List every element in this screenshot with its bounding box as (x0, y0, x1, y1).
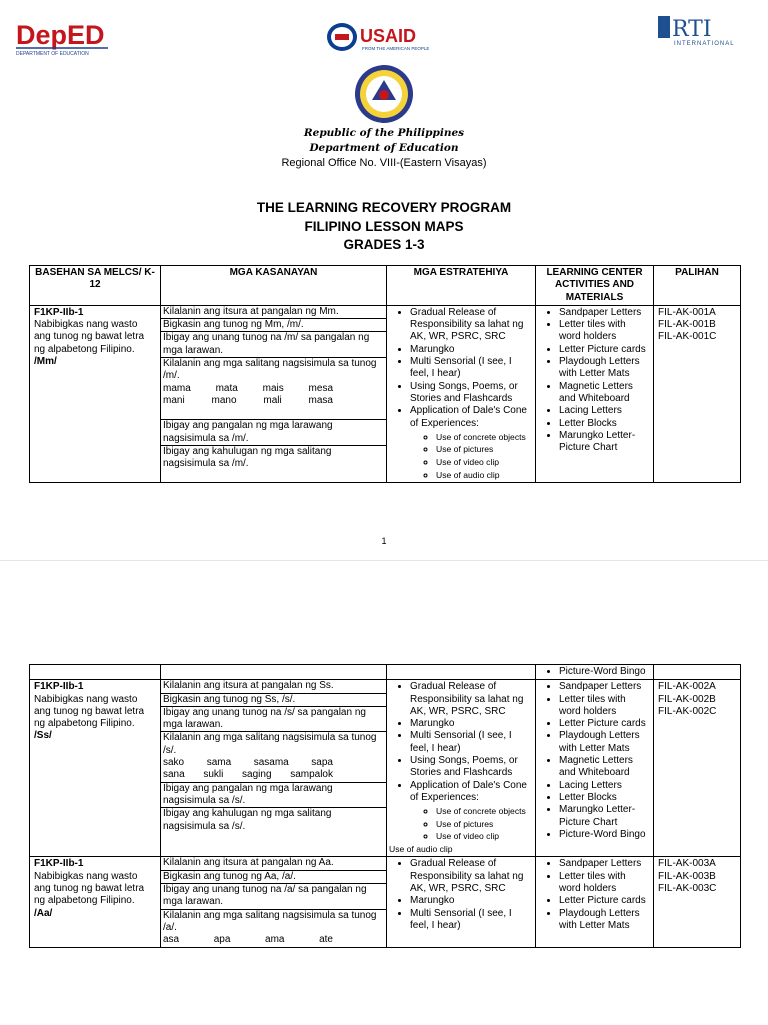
melc-description: Nabibigkas nang wasto ang tunog ng bawat letra ng alpabetong Filipino. (34, 693, 145, 730)
word: ate (319, 934, 333, 946)
skills-cell (161, 665, 387, 680)
strategy-item: • Marungko (410, 718, 531, 730)
material-item: • Sandpaper Letters (559, 681, 649, 693)
strategy-item: • Using Songs, Poems, or Stories and Flashcards (410, 755, 531, 780)
material-item: • Sandpaper Letters (559, 307, 649, 319)
palihan-code: FIL-AK-003A (658, 858, 716, 870)
palihan-code: FIL-AK-002A (658, 681, 716, 693)
table-row (30, 680, 741, 857)
skill-item (161, 910, 386, 947)
melc-code: F1KP-IIb-1 (34, 858, 84, 870)
deped-logo-subtext: DEPARTMENT OF EDUCATION (16, 51, 89, 57)
word: asa (163, 934, 180, 946)
word: sampalok (290, 769, 333, 781)
experience-list (410, 805, 531, 843)
word: apa (213, 934, 231, 946)
column-header-kasanayan: MGA KASANAYAN (161, 266, 387, 306)
melc-cell (30, 680, 161, 857)
skill-item: Ibigay ang unang tunog na /m/ sa pangalan ng mga larawan. (161, 332, 386, 358)
strategy-item (410, 780, 531, 843)
palihan-code: FIL-AK-002B (658, 693, 716, 705)
word-list (163, 395, 333, 407)
material-item: • Picture-Word Bingo (559, 829, 649, 841)
palihan-code: FIL-AK-003C (658, 882, 717, 894)
material-item: • Playdough Letters with Letter Mats (559, 356, 649, 381)
skill-item: Ibigay ang pangalan ng mga larawang nagsisimula sa /s/. (161, 783, 386, 809)
deped-logo (14, 14, 110, 58)
strategy-list (391, 858, 531, 932)
skill-item: Ibigay ang kahulugan ng mga salitang nagsisimula sa /s/. (163, 808, 332, 832)
materials-cell (536, 305, 654, 482)
usaid-logo (326, 20, 446, 54)
experience-item: ◦ Use of video clip (436, 456, 531, 469)
materials-list (540, 666, 649, 678)
strategy-item-text: Application of Dale's Cone of Experiences: (410, 779, 527, 803)
material-item: • Letter Picture cards (559, 895, 649, 907)
strategy-item-text: Application of Dale's Cone of Experiences: (410, 405, 527, 429)
experience-item: ◦ Use of pictures (436, 443, 531, 456)
skill-item: Bigkasin ang tunog ng Mm, /m/. (161, 319, 386, 332)
strategies-cell (387, 857, 536, 948)
rti-logo-subtext: INTERNATIONAL (674, 41, 735, 47)
word: masa (308, 394, 333, 406)
word: saging (242, 769, 272, 781)
melc-letter: /Mm/ (34, 356, 57, 368)
table-row (30, 857, 741, 948)
word: mais (262, 382, 284, 394)
material-item: • Letter tiles with word holders (559, 319, 649, 344)
experience-list (410, 431, 531, 481)
materials-list (540, 858, 649, 932)
melc-description: Nabibigkas nang wasto ang tunog ng bawat letra ng alpabetong Filipino. (34, 870, 145, 907)
skill-item: Ibigay ang kahulugan ng mga salitang nagsisimula sa /m/. (163, 445, 332, 470)
materials-cell (536, 680, 654, 857)
material-item: • Playdough Letters with Letter Mats (559, 908, 649, 933)
skill-item-text: Kilalanin ang mga salitang nagsisimula sa tunog /a/. (163, 909, 377, 933)
word: sasama (253, 757, 289, 769)
word: ama (265, 934, 285, 946)
skill-item: Ibigay ang unang tunog na /a/ sa pangalan ng mga larawan. (161, 884, 386, 910)
skill-item: Kilalanin ang itsura at pangalan ng Aa. (161, 857, 386, 870)
skill-item-text: Kilalanin ang mga salitang nagsisimula sa tunog /m/. (163, 358, 377, 382)
word-list (163, 769, 333, 781)
palihan-cell (654, 305, 741, 482)
strategy-item: • Marungko (410, 895, 531, 907)
strategy-list (391, 681, 531, 843)
word: sana (163, 769, 185, 781)
strategy-item (410, 405, 531, 481)
experience-item: ◦ Use of concrete objects (436, 431, 531, 444)
usaid-logo-text: USAID (360, 26, 417, 46)
strategy-item: • Multi Sensorial (I see, I feel, I hear) (410, 908, 531, 933)
material-item: • Letter Picture cards (559, 344, 649, 356)
strategy-item: • Using Songs, Poems, or Stories and Flashcards (410, 381, 531, 406)
word: mali (263, 394, 282, 406)
skill-item: Ibigay ang pangalan ng mga larawang nagsisimula sa /m/. (161, 420, 386, 446)
palihan-code: FIL-AK-003B (658, 870, 716, 882)
palihan-cell (654, 680, 741, 857)
material-item: • Marungko Letter-Picture Chart (559, 804, 649, 829)
word-list (163, 383, 333, 395)
document-grades: GRADES 1-3 (343, 237, 425, 252)
word: sama (206, 757, 232, 769)
strategy-item: • Gradual Release of Responsibility sa lahat ng AK, WR, PSRC, SRC (410, 307, 531, 344)
material-item: • Magnetic Letters and Whiteboard (559, 381, 649, 406)
word: sapa (311, 757, 333, 769)
skill-item (161, 732, 386, 782)
material-item: • Sandpaper Letters (559, 858, 649, 870)
palihan-cell (654, 857, 741, 948)
deped-seal-icon (354, 64, 414, 124)
palihan-code: FIL-AK-001C (658, 331, 717, 343)
materials-cell (536, 665, 654, 680)
skills-cell (161, 680, 387, 857)
word: sukli (203, 769, 224, 781)
rti-logo-text: RTI (672, 17, 712, 42)
word: mama (163, 382, 191, 394)
material-item: • Letter Blocks (559, 792, 649, 804)
skill-item: Bigkasin ang tunog ng Aa, /a/. (161, 871, 386, 884)
document-title: THE LEARNING RECOVERY PROGRAM (256, 200, 512, 215)
melc-cell (30, 857, 161, 948)
document-subtitle: FILIPINO LESSON MAPS (304, 219, 464, 234)
materials-cell (536, 857, 654, 948)
palihan-code: FIL-AK-001A (658, 306, 716, 318)
material-item: • Picture-Word Bingo (559, 666, 649, 678)
material-item: • Letter tiles with word holders (559, 694, 649, 719)
word-list (163, 934, 333, 946)
experience-item: ◦ Use of concrete objects (436, 805, 531, 818)
column-header-estratehiya: MGA ESTRATEHIYA (387, 266, 536, 306)
material-item: • Lacing Letters (559, 405, 649, 417)
word: mano (211, 394, 237, 406)
skill-item: Bigkasin ang tunog ng Ss, /s/. (161, 694, 386, 707)
strategies-cell (387, 305, 536, 482)
word: sako (163, 757, 185, 769)
skills-cell (161, 305, 387, 482)
lesson-map-table-continued (29, 664, 741, 948)
melc-letter: /Ss/ (34, 730, 52, 742)
header-republic: Republic of the Philippines (303, 127, 465, 139)
palihan-cell (654, 665, 741, 680)
experience-item: ◦ Use of audio clip (436, 469, 531, 482)
usaid-logo-subtext: FROM THE AMERICAN PEOPLE (362, 46, 430, 51)
strategy-item: • Gradual Release of Responsibility sa lahat ng AK, WR, PSRC, SRC (410, 858, 531, 895)
melc-description: Nabibigkas nang wasto ang tunog ng bawat letra ng alpabetong Filipino. (34, 319, 145, 355)
material-item: • Magnetic Letters and Whiteboard (559, 755, 649, 780)
column-header-basehan: BASEHAN SA MELCS/ K-12 (30, 266, 161, 306)
experience-item: Use of audio clip (389, 844, 453, 855)
table-header-row (30, 266, 741, 306)
skills-cell (161, 857, 387, 948)
melc-letter: /Aa/ (34, 907, 53, 919)
material-item: • Playdough Letters with Letter Mats (559, 730, 649, 755)
palihan-code: FIL-AK-001B (658, 319, 716, 331)
word-list (163, 757, 333, 769)
materials-list (540, 681, 649, 841)
header-regional-office: Regional Office No. VIII-(Eastern Visayas) (281, 157, 487, 169)
skill-item: Ibigay ang unang tunog na /s/ sa pangalan ng mga larawan. (161, 707, 386, 733)
melc-code: F1KP-IIb-1 (34, 306, 84, 318)
palihan-code: FIL-AK-002C (658, 705, 717, 717)
column-header-palihan: PALIHAN (654, 266, 741, 306)
material-item: • Letter Picture cards (559, 718, 649, 730)
experience-item: ◦ Use of video clip (436, 830, 531, 843)
header-department: Department of Education (309, 142, 459, 154)
strategy-item: • Gradual Release of Responsibility sa lahat ng AK, WR, PSRC, SRC (410, 681, 531, 718)
material-item: • Letter Blocks (559, 418, 649, 430)
lesson-map-table (29, 265, 741, 483)
strategy-item: • Marungko (410, 344, 531, 356)
melc-cell (30, 305, 161, 482)
strategy-item: • Multi Sensorial (I see, I feel, I hear) (410, 356, 531, 381)
material-item: • Letter tiles with word holders (559, 871, 649, 896)
melc-cell (30, 665, 161, 680)
column-header-learning-center: LEARNING CENTER ACTIVITIES AND MATERIALS (536, 266, 654, 306)
word: mata (215, 382, 238, 394)
table-row (30, 305, 741, 482)
skill-item-text: Kilalanin ang mga salitang nagsisimula sa tunog /s/. (163, 732, 377, 756)
skill-item (161, 358, 386, 420)
word: mani (163, 394, 185, 406)
strategy-item: • Multi Sensorial (I see, I feel, I hear) (410, 730, 531, 755)
material-item: • Lacing Letters (559, 780, 649, 792)
page-number: 1 (381, 536, 387, 546)
rti-logo (656, 14, 744, 48)
strategy-list (391, 307, 531, 481)
material-item: • Marungko Letter-Picture Chart (559, 430, 649, 455)
deped-logo-text: DepED (16, 20, 105, 50)
skill-item: Kilalanin ang itsura at pangalan ng Ss. (161, 680, 386, 693)
skill-item: Kilalanin ang itsura at pangalan ng Mm. (161, 306, 386, 319)
document-page-2 (0, 560, 768, 1025)
word: mesa (308, 382, 333, 394)
melc-code: F1KP-IIb-1 (34, 681, 84, 693)
table-row (30, 665, 741, 680)
strategies-cell (387, 665, 536, 680)
materials-list (540, 307, 649, 455)
strategies-cell (387, 680, 536, 857)
experience-item: ◦ Use of pictures (436, 818, 531, 831)
